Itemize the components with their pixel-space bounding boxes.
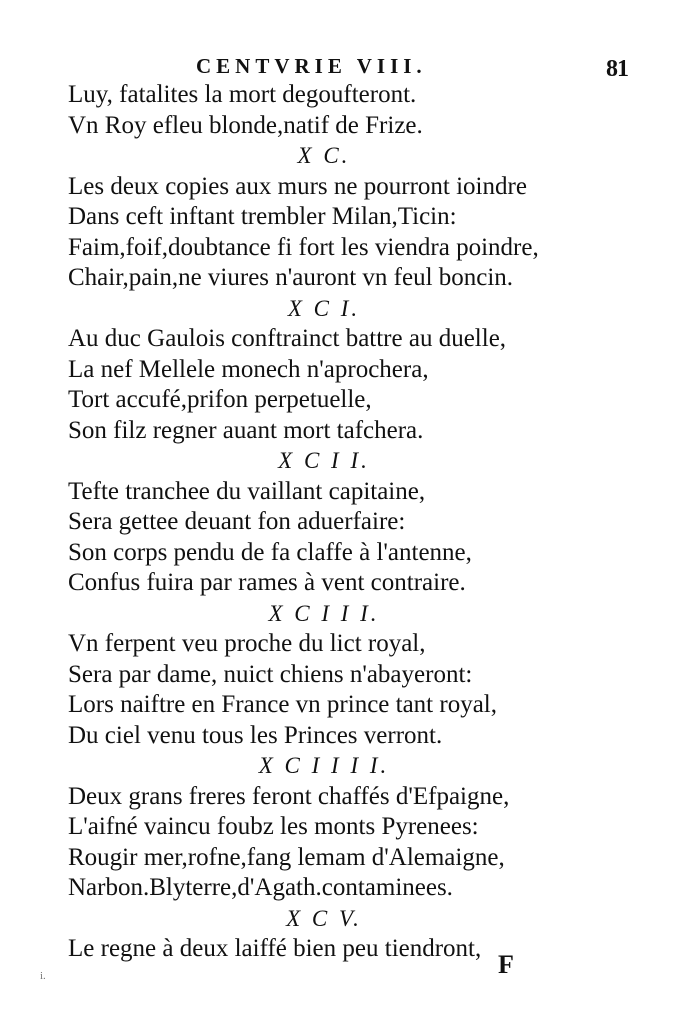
quatrain-number: X C I I. <box>278 448 370 473</box>
verse-line: Du ciel venu tous les Princes verront. <box>68 721 443 749</box>
verse-line: Sera par dame, nuict chiens n'abayeront: <box>68 660 473 688</box>
verse-line: Faim,foif,doubtance fi fort les viendra poindre, <box>68 233 539 261</box>
verse-line: Vn ferpent veu proche du lict royal, <box>68 630 426 657</box>
verse-line: Son corps pendu de fa claffe à l'antenne, <box>68 538 472 566</box>
verse-line: Le regne à deux laiffé bien peu tiendront, <box>68 935 482 962</box>
margin-mark: i. <box>40 970 46 982</box>
verse-line: Sera gettee deuant fon aduerfaire: <box>68 508 406 535</box>
quatrain-number: X C I. <box>287 295 361 321</box>
signature-mark: F <box>498 950 514 979</box>
quatrain-number: X C V. <box>286 905 362 931</box>
verse-line: Confus fuira par rames à vent contraire. <box>68 569 466 596</box>
quatrain-number: X C. <box>297 143 351 168</box>
verse-line: La nef Mellele monech n'aprochera, <box>68 355 429 383</box>
verse-line: Tort accufé,prifon perpetuelle, <box>68 386 372 413</box>
verse-line: Chair,pain,ne viures n'auront vn feul boncin. <box>68 264 514 291</box>
verse-line: Son filz regner auant mort tafchera. <box>68 416 424 444</box>
verse-line: Vn Roy efleu blonde,natif de Frize. <box>68 111 423 139</box>
verse-line: Dans ceft inftant trembler Milan,Ticin: <box>68 203 457 230</box>
verse-line: Luy, fatalites la mort degoufteront. <box>68 81 417 108</box>
running-title: CENTVRIE VIII. <box>196 54 427 78</box>
quatrain-number: X C I I I I. <box>258 753 390 778</box>
folio-number: 81 <box>606 56 628 82</box>
quatrain-number: X C I I I. <box>268 600 380 626</box>
verse-line: Au duc Gaulois conftrainct battre au duelle, <box>68 325 507 352</box>
page-footer <box>0 950 683 990</box>
verse-line: Lors naiftre en France vn prince tant royal, <box>68 691 497 718</box>
verse-line: L'aifné vaincu foubz les monts Pyrenees: <box>68 813 479 840</box>
verse-line: Deux grans freres feront chaffés d'Efpaigne, <box>68 782 510 810</box>
verse-line: Rougir mer,rofne,fang lemam d'Alemaigne, <box>68 843 505 871</box>
verse-line: Narbon.Blyterre,d'Agath.contaminees. <box>68 874 453 901</box>
quatrain-text <box>68 80 668 965</box>
verse-line: Tefte tranchee du vaillant capitaine, <box>68 477 426 505</box>
verse-line: Les deux copies aux murs ne pourront ioindre <box>68 172 527 200</box>
